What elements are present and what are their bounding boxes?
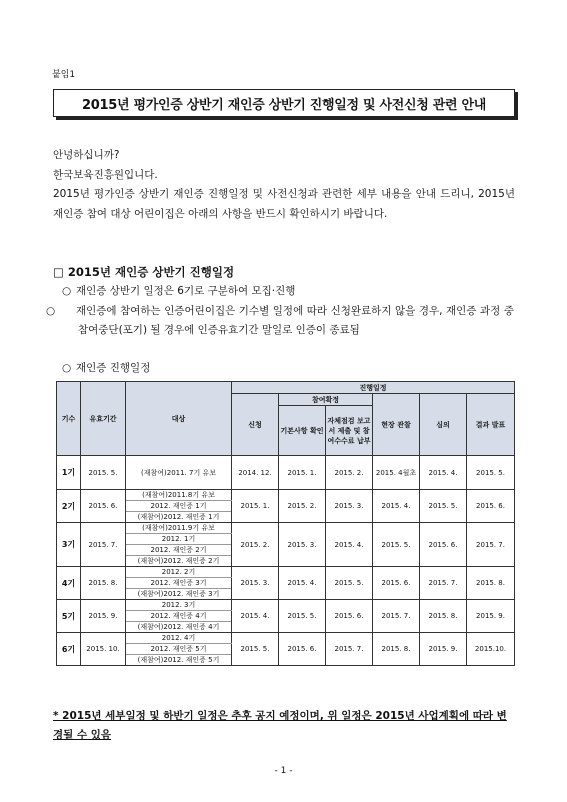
- bullet-marker: ○: [62, 285, 72, 297]
- cell-result: 2015. 8.: [467, 567, 515, 600]
- header-review: 심의: [420, 394, 467, 456]
- cell-validity: 2015. 8.: [81, 567, 126, 600]
- bullet-text: 재인증 진행일정: [76, 362, 151, 374]
- cell-generation: 6기: [57, 633, 81, 666]
- cell-review: 2015. 4.: [420, 456, 467, 490]
- bullet-marker: ○: [46, 305, 56, 317]
- header-validity: 유효기간: [81, 382, 126, 456]
- cell-target: 2012. 재인증 3기: [126, 578, 232, 589]
- cell-basic: 2015. 4.: [279, 567, 326, 600]
- cell-target: 2012. 2기: [126, 567, 232, 578]
- cell-target: (재참여)2011.8기 유보: [126, 490, 232, 501]
- cell-self: 2015. 6.: [326, 600, 373, 633]
- cell-generation: 3기: [57, 523, 81, 567]
- section-heading: [53, 264, 234, 280]
- cell-validity: 2015. 5.: [81, 456, 126, 490]
- cell-apply: 2015. 2.: [232, 523, 279, 567]
- cell-validity: 2015. 6.: [81, 490, 126, 523]
- cell-result: 2015. 7.: [467, 523, 515, 567]
- cell-target: 2012. 4기: [126, 633, 232, 644]
- cell-onsite: 2015. 4.: [373, 490, 420, 523]
- section-marker: □: [53, 265, 64, 279]
- cell-onsite: 2015. 4월초: [373, 456, 420, 490]
- cell-onsite: 2015. 5.: [373, 523, 420, 567]
- cell-target: 2012. 3기: [126, 600, 232, 611]
- cell-target: (재참여)2012. 재인증 4기: [126, 622, 232, 633]
- cell-basic: 2015. 5.: [279, 600, 326, 633]
- cell-validity: 2015. 7.: [81, 523, 126, 567]
- cell-onsite: 2015. 8.: [373, 633, 420, 666]
- cell-target: 2012. 1기: [126, 534, 232, 545]
- cell-target: 2012. 재인증 5기: [126, 644, 232, 655]
- bullet-text: 재인증에 참여하는 인증어린이집은 기수별 일정에 따라 신청완료하지 않을 경우, 재인증 과정 중 참여중단(포기) 될 경우에 인증유효기간 말일로 인증이 종료됨: [76, 305, 514, 336]
- document-title: [53, 89, 515, 117]
- header-generation: 기수: [57, 382, 81, 456]
- header-result: 결과 발표: [467, 394, 515, 456]
- intro-greeting: 안녕하십니까?: [53, 149, 120, 161]
- cell-review: 2015. 7.: [420, 567, 467, 600]
- bullet-item: [62, 282, 514, 301]
- cell-target: 2012. 재인증 4기: [126, 611, 232, 622]
- bullet-marker: ○: [62, 362, 72, 374]
- cell-target: (재참여)2011.9기 유보: [126, 523, 232, 534]
- page-number: - 1 -: [274, 766, 293, 776]
- cell-review: 2015. 5.: [420, 490, 467, 523]
- cell-self: 2015. 2.: [326, 456, 373, 490]
- cell-basic: 2015. 2.: [279, 490, 326, 523]
- bullet-text: 재인증 상반기 일정은 6기로 구분하여 모집·진행: [76, 285, 296, 297]
- cell-validity: 2015. 9.: [81, 600, 126, 633]
- table-row: [57, 523, 515, 534]
- cell-target: (재참여)2012. 재인증 3기: [126, 589, 232, 600]
- section-heading-text: 2015년 재인증 상반기 진행일정: [67, 265, 235, 279]
- header-onsite: 현장 관찰: [373, 394, 420, 456]
- attachment-label: 붙임1: [52, 70, 76, 80]
- cell-target: (재참여)2012. 재인증 2기: [126, 556, 232, 567]
- cell-result: 2015.10.: [467, 633, 515, 666]
- intro-body: 2015년 평가인증 상반기 재인증 진행일정 및 사전신청과 관련한 세부 내용을 안내 드리니, 2015년 재인증 참여 대상 어린이집은 아래의 사항을 반드시 확인하시기 바랍니다.: [53, 188, 515, 220]
- cell-apply: 2015. 4.: [232, 600, 279, 633]
- bullet-item: [46, 302, 514, 340]
- cell-result: 2015. 6.: [467, 490, 515, 523]
- cell-basic: 2015. 6.: [279, 633, 326, 666]
- cell-apply: 2015. 5.: [232, 633, 279, 666]
- cell-self: 2015. 7.: [326, 633, 373, 666]
- header-progress: 진행일정: [232, 382, 515, 394]
- cell-validity: 2015. 10.: [81, 633, 126, 666]
- table-row: [57, 633, 515, 644]
- header-apply: 신청: [232, 394, 279, 456]
- cell-target: 2012. 재인증 2기: [126, 545, 232, 556]
- table-row: [57, 567, 515, 578]
- cell-self: 2015. 4.: [326, 523, 373, 567]
- cell-target: (재참여)2012. 재인증 1기: [126, 512, 232, 523]
- table-row: [57, 490, 515, 501]
- header-self: 자체점검 보고서 제출 및 참여수수료 납부: [326, 406, 373, 456]
- table-row: [57, 600, 515, 611]
- cell-target: 2012. 재인증 1기: [126, 501, 232, 512]
- cell-generation: 5기: [57, 600, 81, 633]
- cell-generation: 1기: [57, 456, 81, 490]
- cell-result: 2015. 9.: [467, 600, 515, 633]
- cell-review: 2015. 9.: [420, 633, 467, 666]
- cell-apply: 2014. 12.: [232, 456, 279, 490]
- intro-block: [53, 146, 515, 224]
- header-basic: 기본사항 확인: [279, 406, 326, 456]
- document-title-text: 2015년 평가인증 상반기 재인증 상반기 진행일정 및 사전신청 관련 안내: [82, 97, 486, 113]
- schedule-table: [56, 381, 515, 666]
- cell-target: (재참여)2011. 7기 유보: [126, 456, 232, 490]
- cell-review: 2015. 6.: [420, 523, 467, 567]
- header-target: 대상: [126, 382, 232, 456]
- cell-onsite: 2015. 6.: [373, 567, 420, 600]
- cell-onsite: 2015. 7.: [373, 600, 420, 633]
- cell-result: 2015. 5.: [467, 456, 515, 490]
- cell-self: 2015. 5.: [326, 567, 373, 600]
- cell-apply: 2015. 3.: [232, 567, 279, 600]
- cell-apply: 2015. 1.: [232, 490, 279, 523]
- table-row: [57, 456, 515, 490]
- cell-target: (재참여)2012. 재인증 5기: [126, 655, 232, 666]
- intro-org: 한국보육진흥원입니다.: [53, 168, 158, 181]
- cell-basic: 2015. 1.: [279, 456, 326, 490]
- cell-self: 2015. 3.: [326, 490, 373, 523]
- cell-basic: 2015. 3.: [279, 523, 326, 567]
- header-participation: 참여확정: [279, 394, 373, 406]
- footnote: * 2015년 세부일정 및 하반기 일정은 추후 공지 예정이며, 위 일정은 2015년 사업계획에 따라 변경될 수 있음: [53, 710, 507, 741]
- cell-review: 2015. 8.: [420, 600, 467, 633]
- cell-generation: 4기: [57, 567, 81, 600]
- bullet-item: [62, 359, 514, 378]
- cell-generation: 2기: [57, 490, 81, 523]
